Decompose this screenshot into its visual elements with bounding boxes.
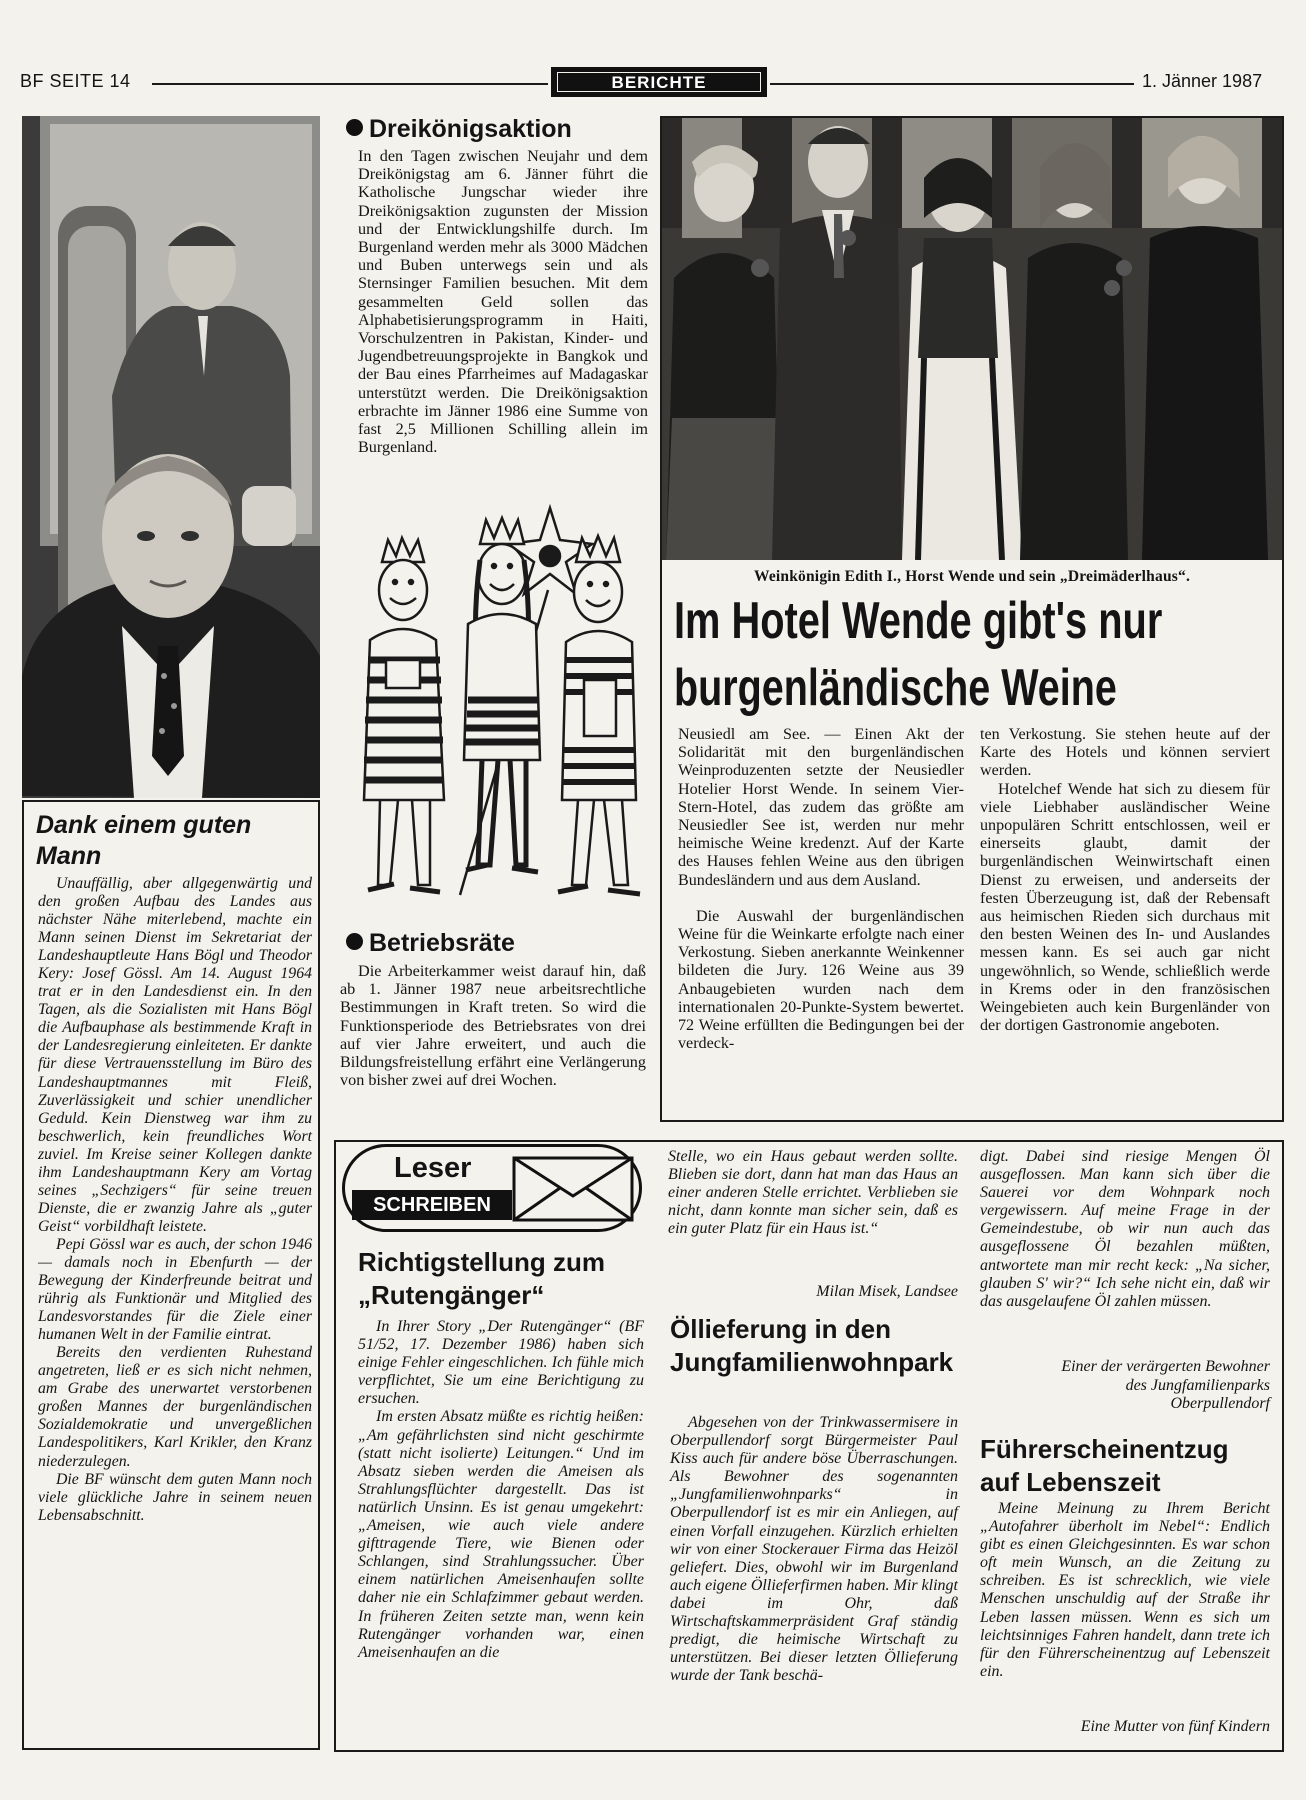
rutengaenger-body: In Ihrer Story „Der Rutengänger“ (BF 51/52, 17. Dezember 1986) haben sich einige Fehler eingeschlichen. Ich fühle mich verpflichtet, Sie um eine Berichtigung zu ersuchen. Im ersten Absatz müßte es richtig heißen: „Am gefährlichsten sind nicht geschirmte (statt nicht isolierte) Leitungen.“ Und im Absatz sieben werden die Ameisen als Strahlungsflüchter dargestellt. Das ist natürlich Unsinn. Es ist genau umgekehrt: „Ameisen, wie auch viele andere gifttragende Tiere, wie Bienen oder Schlangen, sind Strahlungssucher. Über einem natürlichen Ameisenhaufen sollte daher nie ein Schlafzimmer gebaut werden. In früheren Zeiten setzte man, wenn kein Rutengänger vorhanden war, einen Ameisenhaufen an die: [358, 1318, 644, 1661]
hotel-col2: ten Verkostung. Sie stehen heute auf der Karte des Hotels und können serviert werden. Hotelchef Wende hat sich zu diesem für viele Liebhaber ausländischer Weine unpopulären Schritt entschlossen, weil er einerseits glaubt, damit der burgenländischen Weinwirtschaft einen Dienst zu erweisen, und anderseits der festen Überzeugung ist, daß der Rebensaft aus heimischen Rieden sich durchaus mit den besten Weinen des In- und Auslandes messen kann. Es sei auch gar nicht ungewöhnlich, so Wende, schließlich werde in Krems oder in den französischen Weingebieten auch kein Burgenländer von der dortigen Gastronomie angeboten.: [980, 726, 1270, 1035]
issue-date: 1. Jänner 1987: [1142, 71, 1263, 91]
page-label: BF SEITE 14: [20, 71, 131, 91]
fuehrerschein-title: Führerscheinentzug auf Lebenszeit: [980, 1434, 1229, 1497]
dreikoenig-title: Dreikönigsaktion: [346, 115, 572, 144]
envelope-icon: [510, 1154, 638, 1224]
bullet-icon: [346, 933, 363, 950]
fuehrerschein-signature: Eine Mutter von fünf Kindern: [1080, 1718, 1270, 1735]
header-rule-right: [770, 83, 1134, 85]
section-label: BERICHTE: [551, 67, 767, 97]
fuehrerschein-body: Meine Meinung zu Ihrem Bericht „Autofahrer überholt im Nebel“: Endlich gibt es einen Gleichgesinnten. Es war schon oft mein Wunsch, an die Zeitung zu schreiben. Es ist schrecklich, wie viele Menschen unschuldig auf der Straße ihr Leben lassen müssen. Wenn es sich um leichtsinniges Fahren handelt, dann trete ich für den Führerscheinentzug auf Lebenszeit ein.: [980, 1500, 1270, 1680]
dank-body: Unauffällig, aber allgegenwärtig und den großen Aufbau des Landes aus nächster Nähe miterlebend, machte ein Mann seinen Dienst im Sekretariat der Landeshauptleute Hans Bögl und Theodor Kery: Josef Gössl. Am 14. August 1964 trat er in den Landesdienst ein. In den Tagen, als die Sozialisten mit Hans Bögl die Aufbauphase als bestimmende Kraft in der Landesregierung einleiteten. Er dankte für diese Vertrauensstellung im Büro des Landeshauptmannes mit Fleiß, Zuverlässigkeit und schier unendlicher Geduld. Kein Dienstweg war ihm zu beschwerlich, kein freundliches Wort zuviel. Im Kreise seiner Kollegen dankte ihm Landeshauptmann Kery am Vortag seines „Sechzigers“ für seine treuen Dienste, die er zwanzig Jahre als „guter Geist“ vorbildhaft leistete. Pepi Gössl war es auch, der schon 1946 — damals noch in Ebenfurth — der Bewegung der Kinderfreunde beitrat und rührig als Funktionär und Mitglied des Landesvorstandes für die Ziele einer humanen Welt in der Familie eintrat. Bereits den verdienten Ruhestand angetreten, ließ er es sich nicht nehmen, am Grabe des unerwartet verstorbenen großen Mannes der burgenländischen Sozialdemokratie und unvergeßlichen Landespolitikers, Karl Krikler, den Kranz niederzulegen. Die BF wünscht dem guten Mann noch viele glückliche Jahre in seinem neuen Lebensabschnitt.: [38, 875, 312, 1524]
betriebsraete-body: Die Arbeiterkammer weist darauf hin, daß ab 1. Jänner 1987 neue arbeitsrechtliche Bestimmungen in Kraft treten. So wird die Funktionsperiode des Betriebsrates von drei auf vier Jahre erweitert, und auch die Bildungsfreistellung erfährt eine Verlängerung von bisher zwei auf drei Wochen.: [340, 962, 646, 1090]
dreikoenig-body: In den Tagen zwischen Neujahr und dem Dreikönigstag am 6. Jänner führt die Katholische Jungschar wieder ihre Dreikönigsaktion zugunsten der Mission und der Entwicklungshilfe durch. Im Burgenland werden mehr als 3000 Mädchen und Buben unterwegs sein und als Sternsinger Familien besuchen. Mit dem gesammelten Geld sollen das Alphabetisierungsprogramm in Haiti, Vorschulzentren in Pakistan, Kinder- und Jugendbetreuungsprojekte in Bangkok und der Bau eines Pfarrheimes auf Madagaskar unterstützt werden. Die Dreikönigsaktion erbrachte im Jänner 1986 eine Summe von fast 2,5 Millionen Schilling allein im Burgenland.: [358, 147, 648, 457]
oel-title: Öllieferung in den Jungfamilienwohnpark: [670, 1314, 954, 1377]
portrait-photo: [22, 116, 320, 798]
hotel-headline-line2: burgenländische Weine: [674, 659, 1117, 717]
dank-title: Dank einem guten Mann: [36, 811, 252, 870]
oel-body: Abgesehen von der Trinkwassermisere in Oberpullendorf sorgt Bürgermeister Paul Kiss auch für andere böse Überraschungen. Als Bewohner des sogenannten „Jungfamilienwohnparks“ in Oberpullendorf ist es mir ein Anliegen, auf einen Vorfall einzugehen. Kürzlich erhielten wir von einer Stockerauer Firma das Heizöl geliefert. Dies, obwohl wir im Burgenland auch eigene Öllieferfirmen haben. Mir klingt dabei im Ohr, daß Wirtschaftskammerpräsident Graf ständig predigt, die heimische Wirtschaft zu unterstützen. Bei dieser letzten Öllieferung wurde der Tank beschä-: [670, 1414, 958, 1685]
hotel-headline-line1: Im Hotel Wende gibt's nur: [674, 592, 1163, 650]
bullet-icon: [346, 119, 363, 136]
rutengaenger-body-cont: Stelle, wo ein Haus gebaut werden sollte. Blieben sie dort, dann hat man das Haus an einer anderen Stelle errichtet. Verblieben sie nicht, dann konnte man sicher sein, daß es ein guter Platz für ein Haus ist.“: [668, 1148, 958, 1238]
betriebsraete-title: Betriebsräte: [346, 929, 515, 958]
oel-body-cont: digt. Dabei sind riesige Mengen Öl ausgeflossen. Man kann sich über die Sauerei vor dem Wohnpark noch vergewissern. Auf meine Frage in der Gemeindestube, ob wir nun auch das ausgeflossene Öl bezahlen müßten, antwortete man mir recht keck: „Na sicher, glauben S' wir?“ Ich sehe nicht ein, daß wir das ausgelaufene Öl zahlen müssen.: [980, 1148, 1270, 1310]
rutengaenger-title: Richtigstellung zum „Rutengänger“: [358, 1247, 605, 1310]
hotel-col1: Neusiedl am See. — Einen Akt der Solidarität mit den burgenländischen Weinproduzenten setzte der Neusiedler Hotelier Horst Wende. In seinem Vier-Stern-Hotel, das zudem das größte am Neusiedler See ist, werden nur mehr heimische Weine kredenzt. Auf der Karte des Hauses fehlen Weine aus den übrigen Bundesländern und aus dem Ausland. Die Auswahl der burgenländischen Weine für die Weinkarte erfolgte nach einer Verkostung. Sieben anerkannte Weinkenner bildeten die Jury. 126 Weine aus 39 Anbaugebieten wurden nach dem internationalen 20-Punkte-System bewertet. 72 Weine erfüllten die Bedingungen bei der verdeck-: [678, 726, 964, 1053]
rutengaenger-signature: Milan Misek, Landsee: [816, 1283, 958, 1300]
leser-schreiben-logo: Leser SCHREIBEN: [342, 1144, 642, 1234]
header-rule-left: [152, 83, 548, 85]
hotel-photo: [662, 118, 1282, 560]
three-kings-illustration: [340, 500, 650, 920]
hotel-photo-caption: Weinkönigin Edith I., Horst Wende und sein „Dreimäderlhaus“.: [753, 568, 1191, 585]
oel-signature: Einer der verärgerten Bewohner des Jungfamilienparks Oberpullendorf: [1061, 1358, 1270, 1412]
